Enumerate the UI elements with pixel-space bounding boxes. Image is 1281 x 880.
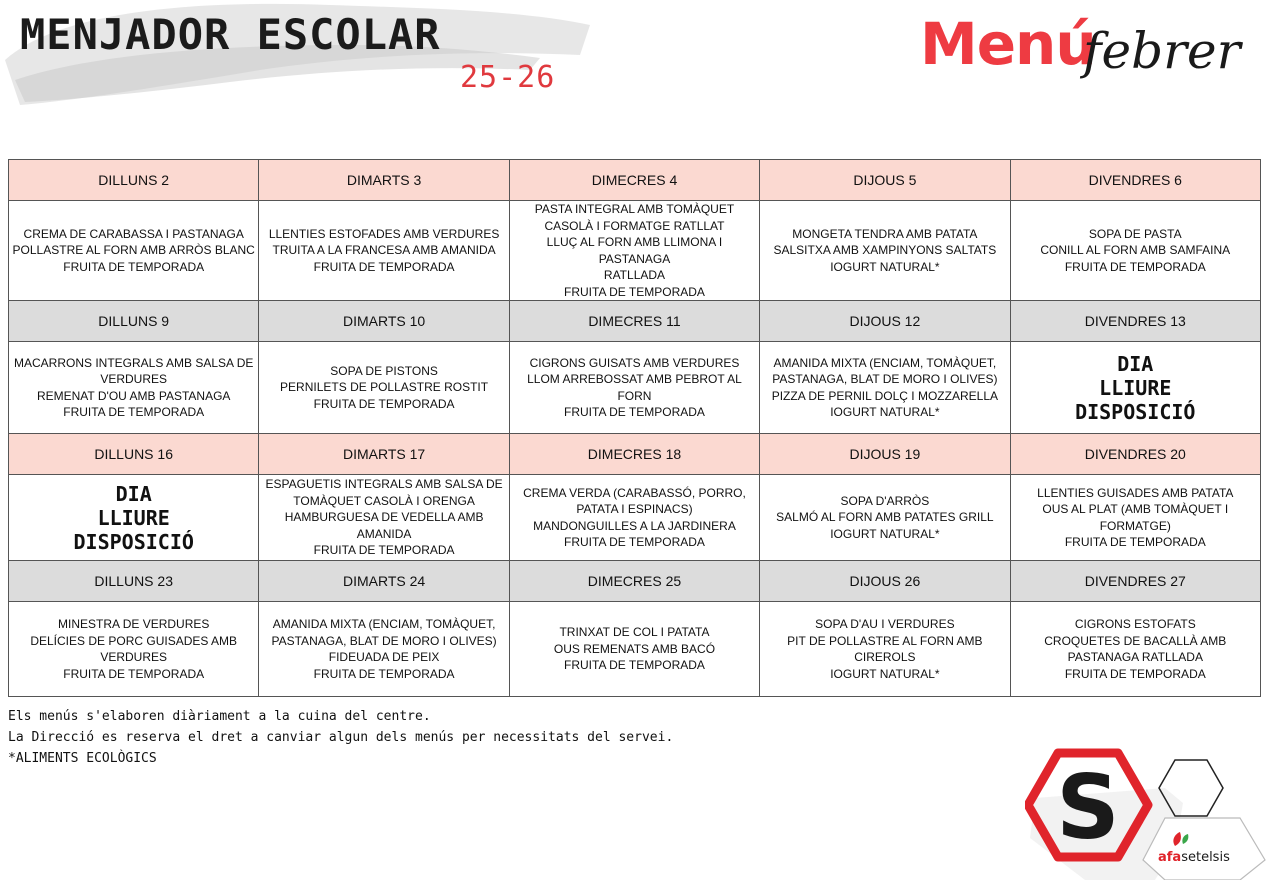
menu-cell xyxy=(1010,201,1260,301)
dish-line: IOGURT NATURAL* xyxy=(830,259,940,274)
dish-line: PASTA INTEGRAL AMB TOMÀQUET xyxy=(534,202,735,216)
day-header: DIVENDRES 6 xyxy=(1010,160,1260,201)
dish-line: CIGRONS ESTOFATS xyxy=(1074,617,1196,631)
dish-line: SOPA DE PASTA xyxy=(1088,226,1182,241)
free-day-text: LLIURE xyxy=(1099,375,1172,400)
dish-line: CASOLÀ I FORMATGE RATLLAT xyxy=(544,218,725,233)
dish-line: PASTANAGA, BLAT DE MORO I OLIVES) xyxy=(772,372,998,386)
dish-line: IOGURT NATURAL* xyxy=(830,526,940,541)
dish-line: FRUITA DE TEMPORADA xyxy=(564,658,705,673)
dish-line: VERDURES xyxy=(100,372,168,386)
dish-line: FRUITA DE TEMPORADA xyxy=(63,666,205,681)
dish-line: PIT DE POLLASTRE AL FORN AMB xyxy=(787,633,983,648)
menu-cell xyxy=(509,342,759,434)
dish-line: FRUITA DE TEMPORADA xyxy=(564,284,705,299)
dish-line: CONILL AL FORN AMB SAMFAINA xyxy=(1040,243,1231,258)
note-line: Els menús s'elaboren diàriament a la cuina del centre. xyxy=(8,709,431,724)
dish-line: PERNILETS DE POLLASTRE ROSTIT xyxy=(280,380,489,395)
dish-line: RATLLADA xyxy=(603,268,666,282)
dish-line: LLENTIES GUISADES AMB PATATA xyxy=(1037,485,1234,500)
day-header-row xyxy=(9,561,1261,602)
day-header-row xyxy=(9,434,1261,475)
menu-cell xyxy=(259,201,509,301)
dish-line: MINESTRA DE VERDURES xyxy=(58,617,210,631)
day-header: DIMECRES 18 xyxy=(509,434,759,475)
menu-cell xyxy=(760,475,1010,561)
dish-line: FRUITA DE TEMPORADA xyxy=(63,405,205,419)
dish-line: SALMÓ AL FORN AMB PATATES GRILL xyxy=(776,510,994,525)
dish-line: MACARRONS INTEGRALS AMB SALSA DE xyxy=(13,355,254,370)
menu-cell xyxy=(1010,602,1260,697)
page-title: MENJADOR ESCOLAR xyxy=(20,10,441,59)
note-line: *ALIMENTS ECOLÒGICS xyxy=(8,751,157,766)
dish-line: POLLASTRE AL FORN AMB ARRÒS BLANC xyxy=(12,243,255,258)
dish-line: SOPA D'ARRÒS xyxy=(840,493,930,508)
menu-cell xyxy=(1010,475,1260,561)
dish-line: IOGURT NATURAL* xyxy=(830,666,940,681)
menu-cell xyxy=(760,602,1010,697)
dish-line: FRUITA DE TEMPORADA xyxy=(1064,535,1206,549)
dish-line: SOPA DE PISTONS xyxy=(330,363,438,378)
dish-line: FRUITA DE TEMPORADA xyxy=(313,259,455,274)
menu-cell xyxy=(509,201,759,301)
day-header: DIMARTS 10 xyxy=(259,301,509,342)
dish-line: FIDEUADA DE PEIX xyxy=(328,650,440,664)
menu-cell xyxy=(9,342,259,434)
dish-line: FRUITA DE TEMPORADA xyxy=(313,396,455,411)
menu-cell xyxy=(509,475,759,561)
menu-cell xyxy=(509,602,759,697)
dish-line: AMANIDA xyxy=(356,526,412,541)
dish-line: CREMA VERDA (CARABASSÓ, PORRO, xyxy=(523,485,746,500)
dish-line: VERDURES xyxy=(100,650,168,664)
day-header: DIMECRES 4 xyxy=(509,160,759,201)
dish-line: PATATA I ESPINACS) xyxy=(576,502,693,516)
dish-line: PIZZA DE PERNIL DOLÇ I MOZZARELLA xyxy=(771,388,998,403)
dish-line: OUS AL PLAT (AMB TOMÀQUET I xyxy=(1042,502,1229,516)
menu-table xyxy=(8,159,1261,697)
school-year: 25-26 xyxy=(460,60,556,95)
dish-line: MONGETA TENDRA AMB PATATA xyxy=(792,226,978,241)
day-header: DILLUNS 23 xyxy=(9,561,259,602)
dish-line: LLOM ARREBOSSAT AMB PEBROT AL xyxy=(527,372,742,386)
free-day-text: DISPOSICIÓ xyxy=(1075,399,1196,424)
dish-line: LLUÇ AL FORN AMB LLIMONA I PASTANAGA xyxy=(546,235,723,266)
note-line: La Direcció es reserva el dret a canviar algun dels menús per necessitats del servei. xyxy=(8,730,674,745)
dish-line: PASTANAGA RATLLADA xyxy=(1067,650,1203,664)
menu-cell xyxy=(760,342,1010,434)
logo-text: afasetelsis xyxy=(1158,850,1230,865)
dish-line: AMANIDA MIXTA (ENCIAM, TOMÀQUET, xyxy=(773,355,997,370)
afa-logo xyxy=(1025,748,1281,880)
menu-cell xyxy=(1010,342,1260,434)
menu-cell xyxy=(259,602,509,697)
day-header: DIJOUS 19 xyxy=(760,434,1010,475)
dish-line: LLENTIES ESTOFADES AMB VERDURES xyxy=(268,226,500,241)
dish-line: OUS REMENATS AMB BACÓ xyxy=(553,641,716,656)
day-header: DIMARTS 3 xyxy=(259,160,509,201)
dish-line: FORMATGE) xyxy=(1099,518,1171,533)
menu-row xyxy=(9,342,1261,434)
footer-notes xyxy=(8,706,673,769)
day-header-row xyxy=(9,301,1261,342)
menu-cell xyxy=(9,475,259,561)
dish-line: TRINXAT DE COL I PATATA xyxy=(559,625,710,640)
dish-line: FRUITA DE TEMPORADA xyxy=(313,543,455,558)
dish-line: SOPA D'AU I VERDURES xyxy=(815,617,955,631)
menu-row xyxy=(9,602,1261,697)
dish-line: FRUITA DE TEMPORADA xyxy=(564,535,705,549)
dish-line: CIGRONS GUISATS AMB VERDURES xyxy=(529,355,740,370)
dish-line: FRUITA DE TEMPORADA xyxy=(63,259,205,274)
dish-line: TRUITA A LA FRANCESA AMB AMANIDA xyxy=(272,243,496,258)
menu-row xyxy=(9,201,1261,301)
free-day-text: DISPOSICIÓ xyxy=(73,529,194,554)
day-header: DILLUNS 9 xyxy=(9,301,259,342)
free-day-text: DIA xyxy=(1117,351,1154,376)
day-header: DIVENDRES 13 xyxy=(1010,301,1260,342)
day-header: DIJOUS 26 xyxy=(760,561,1010,602)
dish-line: ESPAGUETIS INTEGRALS AMB SALSA DE xyxy=(265,477,503,492)
day-header: DIJOUS 12 xyxy=(760,301,1010,342)
dish-line: DELÍCIES DE PORC GUISADES AMB xyxy=(30,633,238,648)
dish-line: CIREROLS xyxy=(854,650,916,664)
day-header: DIMECRES 25 xyxy=(509,561,759,602)
month-heading: febrer xyxy=(1083,22,1241,80)
day-header: DIMARTS 17 xyxy=(259,434,509,475)
dish-line: TOMÀQUET CASOLÀ I ORENGA xyxy=(293,493,475,508)
dish-line: AMANIDA MIXTA (ENCIAM, TOMÀQUET, xyxy=(272,617,496,631)
menu-cell xyxy=(259,342,509,434)
dish-line: HAMBURGUESA DE VEDELLA AMB xyxy=(284,510,484,525)
free-day-text: LLIURE xyxy=(97,505,170,530)
menu-row xyxy=(9,475,1261,561)
menu-heading: Menú xyxy=(920,10,1096,78)
dish-line: SALSITXA AMB XAMPINYONS SALTATS xyxy=(773,243,997,258)
dish-line: CROQUETES DE BACALLÀ AMB xyxy=(1044,633,1227,648)
dish-line: IOGURT NATURAL* xyxy=(830,405,940,419)
logo-letter: S xyxy=(1056,756,1120,859)
day-header: DILLUNS 2 xyxy=(9,160,259,201)
dish-line: CREMA DE CARABASSA I PASTANAGA xyxy=(23,226,244,241)
menu-cell xyxy=(9,201,259,301)
menu-cell xyxy=(259,475,509,561)
day-header: DIVENDRES 27 xyxy=(1010,561,1260,602)
day-header: DIJOUS 5 xyxy=(760,160,1010,201)
dish-line: PASTANAGA, BLAT DE MORO I OLIVES) xyxy=(271,633,497,648)
menu-cell xyxy=(760,201,1010,301)
free-day-text: DIA xyxy=(115,481,152,506)
dish-line: FRUITA DE TEMPORADA xyxy=(564,405,705,419)
dish-line: FRUITA DE TEMPORADA xyxy=(313,666,455,681)
dish-line: FRUITA DE TEMPORADA xyxy=(1064,259,1206,274)
day-header: DIVENDRES 20 xyxy=(1010,434,1260,475)
dish-line: FRUITA DE TEMPORADA xyxy=(1064,666,1206,681)
dish-line: MANDONGUILLES A LA JARDINERA xyxy=(533,518,736,533)
dish-line: REMENAT D'OU AMB PASTANAGA xyxy=(36,388,231,403)
day-header: DIMECRES 11 xyxy=(509,301,759,342)
day-header: DIMARTS 24 xyxy=(259,561,509,602)
day-header-row xyxy=(9,160,1261,201)
dish-line: FORN xyxy=(617,388,652,403)
day-header: DILLUNS 16 xyxy=(9,434,259,475)
menu-cell xyxy=(9,602,259,697)
